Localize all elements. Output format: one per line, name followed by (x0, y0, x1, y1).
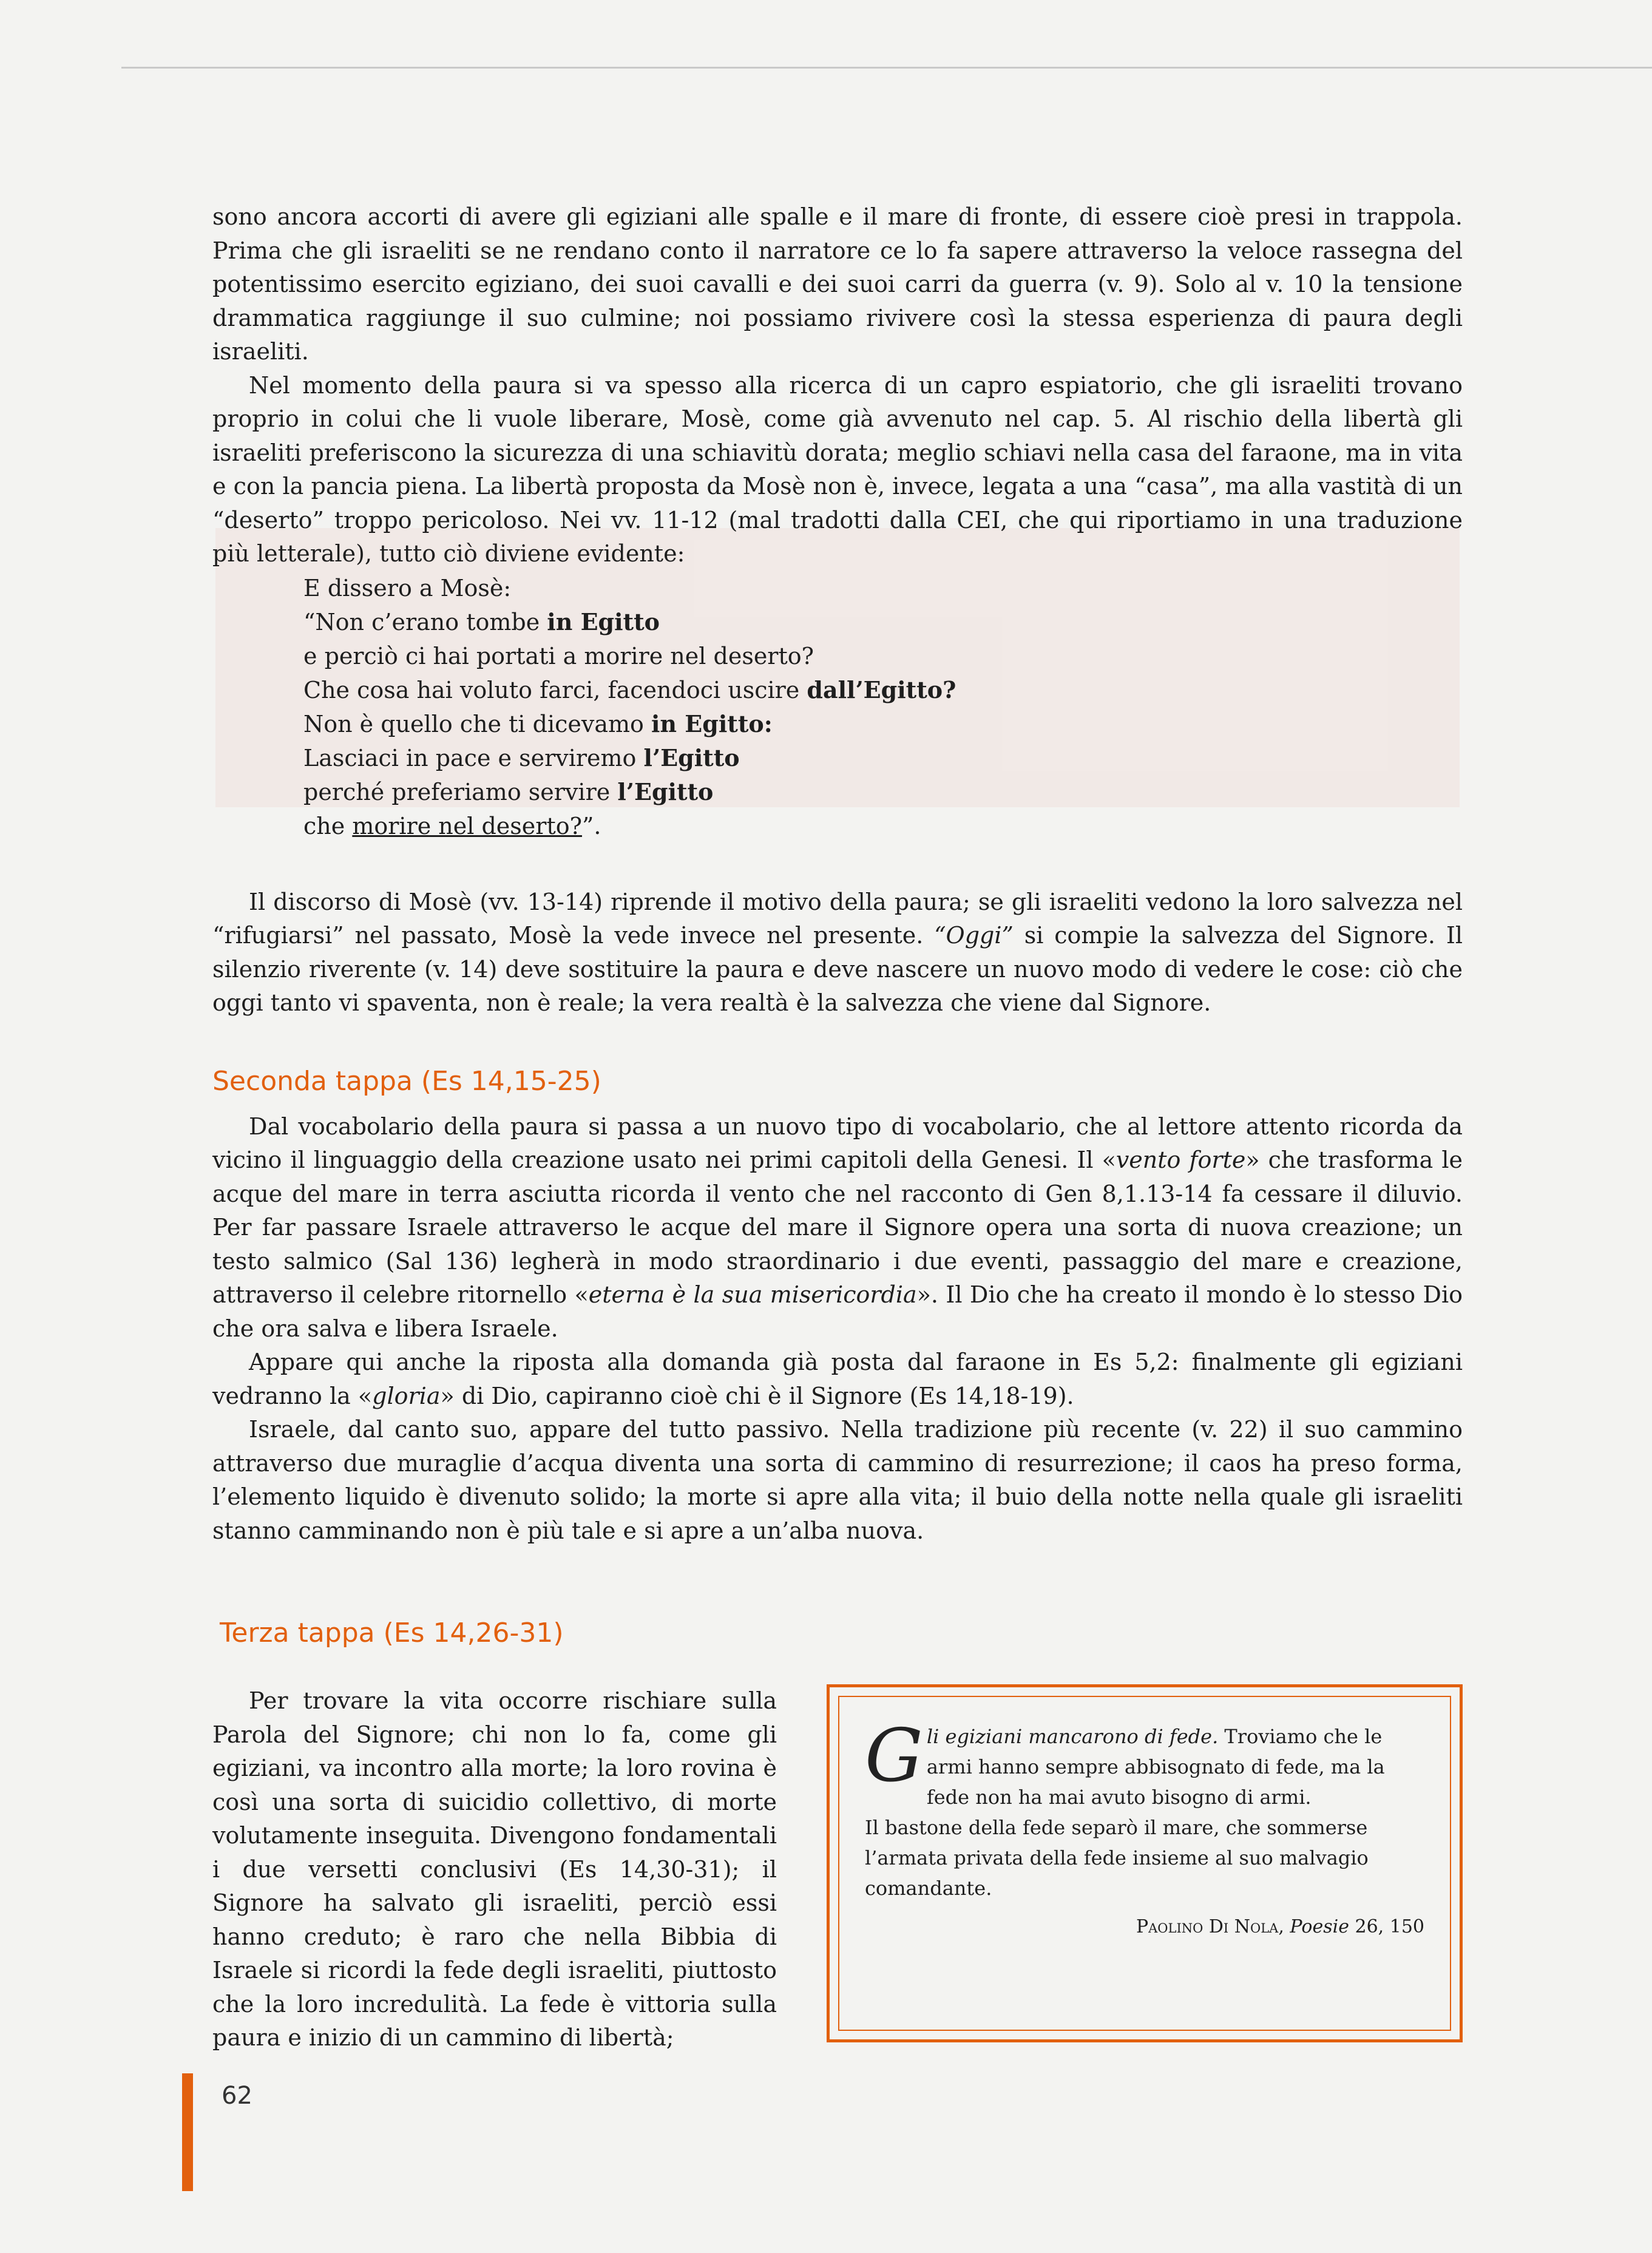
page-accent-bar (182, 2073, 193, 2191)
quote-line: Non è quello che ti dicevamo in Egitto: (303, 710, 773, 737)
drop-cap: G (865, 1714, 923, 1798)
quote-line: Lasciaci in pace e serviremo l’Egitto (303, 744, 740, 771)
page-number: 62 (222, 2082, 252, 2110)
section-heading-seconda-tappa: Seconda tappa (Es 14,15-25) (212, 1065, 601, 1097)
intro-paragraph: sono ancora accorti di avere gli egiziani alle spalle e il mare di fronte, di essere cioè presi in trappola. Prima che gli israeliti se ne rendano conto il narratore ce lo fa sapere attraverso la veloce rassegna del potentissimo esercito egiziano, dei suoi cavalli e dei suoi carri da guerra (v. 9). Solo al v. 10 la tensione drammatica raggiunge il suo culmine; noi possiamo rivivere così la stessa esperienza di paura degli israeliti. (212, 203, 1463, 365)
moses-paragraph: Il discorso di Mosè (vv. 13-14) riprende il motivo della paura; se gli israeliti vedono la loro salvezza nel “rifugiarsi” nel passato, Mosè la vede invece nel presente. “Oggi” si compie la salvezza del Signore. Il silenzio riverente (v. 14) deve sostituire la paura e deve nascere un nuovo modo di vedere le cose: ciò che oggi tanto vi spaventa, non è reale; la vera realtà è la salvezza che viene dal Signore. (212, 888, 1463, 1016)
section2-paragraph-2: Appare qui anche la riposta alla domanda già posta dal faraone in Es 5,2: finalmente gli egiziani vedranno la «gloria» di Dio, capiranno cioè chi è il Signore (Es 14,18-19). (212, 1349, 1463, 1409)
section3-text: Per trovare la vita occorre rischiare sulla Parola del Signore; chi non lo fa, come gli egiziani, va incontro alla morte; la loro rovina è così una sorta di suicidio collettivo, di morte volutamente inseguita. Divengono fondamentali i due versetti conclusivi (Es 14,30-31); il Signore ha salvato gli israeliti, perciò essi hanno creduto; è raro che nella Bibbia di Israele si ricordi la fede degli israeliti, piuttosto che la loro incredulità. La fede è vittoria sulla paura e inizio di un cammino di libertà; (212, 1687, 777, 2051)
sidebar-quote-inner (838, 1696, 1451, 2031)
quote-line: perché preferiamo servire l’Egitto (303, 778, 714, 805)
section2-paragraph-3: Israele, dal canto suo, appare del tutto passivo. Nella tradizione più recente (v. 22) il suo cammino attraverso due muraglie d’acqua diventa una sorta di cammino di resurrezione; il caos ha preso forma, l’elemento liquido è divenuto solido; la morte si apre alla vita; il buio della notte nella quale gli israeliti stanno camminando non è più tale e si apre a un’alba nuova. (212, 1416, 1463, 1544)
sidebar-quote-box (827, 1684, 1463, 2042)
quote-line: “Non c’erano tombe in Egitto (303, 608, 660, 635)
section2-paragraph-1: Dal vocabolario della paura si passa a un nuovo tipo di vocabolario, che al lettore attento ricorda da vicino il linguaggio della creazione usato nei primi capitoli della Genesi. Il «vento forte» che trasforma le acque del mare in terra asciutta ricorda il vento che nel racconto di Gen 8,1.13-14 fa cessare il diluvio. Per far passare Israele attraverso le acque del mare il Signore opera una sorta di nuova creazione; un testo salmico (Sal 136) legherà in modo straordinario i due eventi, passaggio del mare e creazione, attraverso il celebre ritornello «eterna è la sua misericordia». Il Dio che ha creato il mondo è lo stesso Dio che ora salva e libera Israele. (212, 1113, 1463, 1342)
sidebar-quote-text: li egiziani mancarono di fede. Troviamo che le armi hanno sempre abbisognato di fede, ma la fede non ha mai avuto bisogno di armi. (926, 1725, 1385, 1809)
fear-paragraph: Nel momento della paura si va spesso alla ricerca di un capro espiatorio, che gli israeliti trovano proprio in colui che li vuole liberare, Mosè, come già avvenuto nel cap. 5. Al rischio della libertà gli israeliti preferiscono la sicurezza di una schiavitù dorata; meglio schiavi nella casa del faraone, ma in vita e con la pancia piena. La libertà proposta da Mosè non è, invece, legata a una “casa”, ma alla vastità di un “deserto” troppo pericoloso. Nei vv. 11-12 (mal tradotti dalla CEI, che qui riportiamo in una traduzione più letterale), tutto ciò diviene evidente: (212, 371, 1463, 567)
section-heading-terza-tappa: Terza tappa (Es 14,26-31) (220, 1618, 564, 1648)
quote-line: Che cosa hai voluto farci, facendoci uscire dall’Egitto? (303, 676, 956, 703)
quote-line: E dissero a Mosè: (303, 574, 512, 601)
main-text (212, 200, 1463, 1548)
bible-quote (303, 571, 1463, 843)
top-rule (121, 67, 1652, 69)
quote-line: e perciò ci hai portati a morire nel deserto? (303, 642, 814, 669)
quote-line: che morire nel deserto?”. (303, 812, 601, 839)
sidebar-quote-text-2: Il bastone della fede separò il mare, che sommerse l’armata privata della fede insieme al suo malvagio comandante. (865, 1816, 1369, 1900)
quote-attribution: Paolino Di Nola, Poesie 26, 150 (1136, 1916, 1424, 1937)
